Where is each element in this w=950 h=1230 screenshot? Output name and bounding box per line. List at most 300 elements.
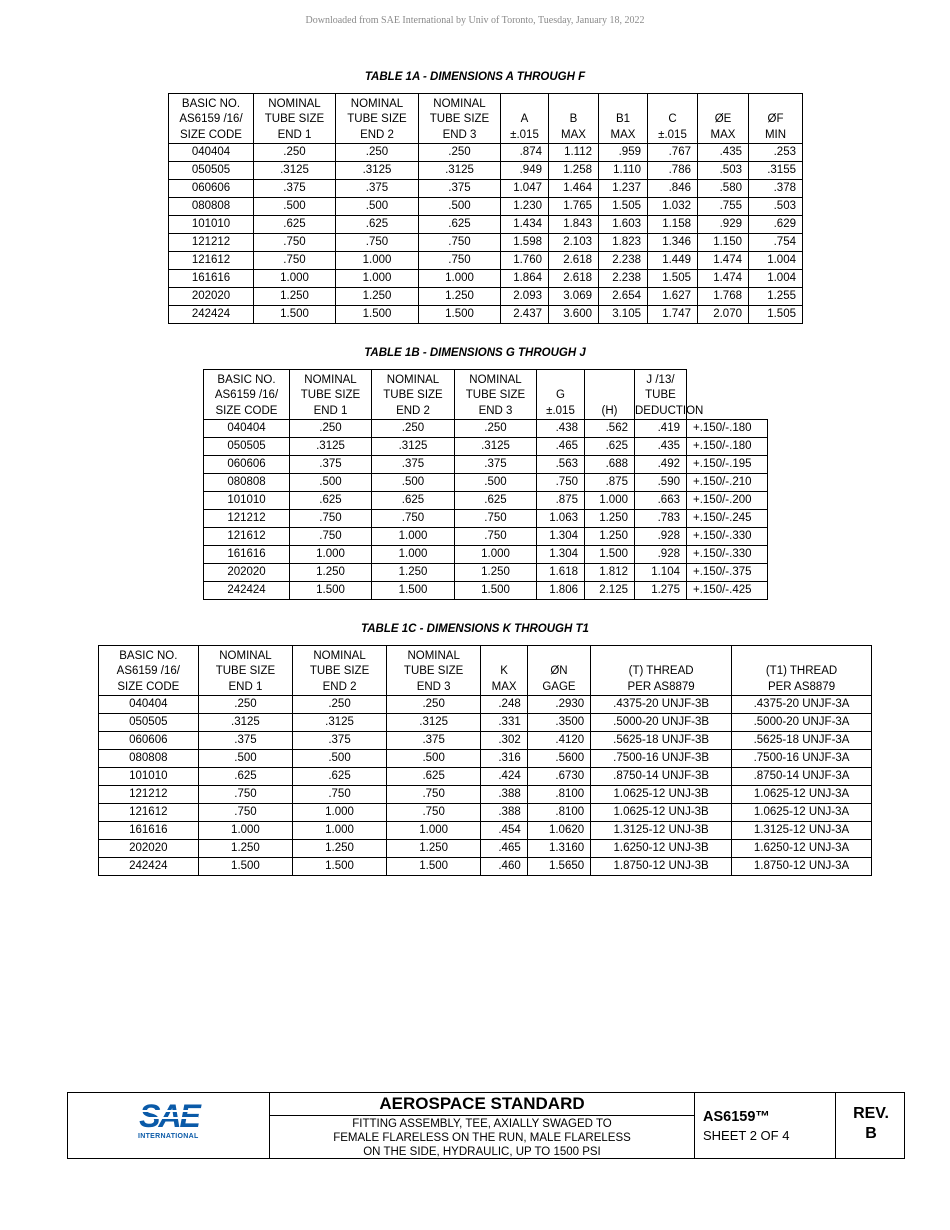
column-header-line: TUBE [645,389,676,401]
column-header-line: TUBE SIZE [429,113,490,125]
table-cell: .3500 [527,714,590,732]
revision-value: B [865,1125,877,1142]
column-header [537,370,585,420]
table-cell: .8100 [527,804,590,822]
table-cell: .492 [635,456,687,474]
table-cell: .331 [481,714,527,732]
table-cell: 1.250 [386,840,481,858]
table-1c-title: TABLE 1C - DIMENSIONS K THROUGH T1 [361,623,589,635]
table-cell: 2.437 [501,306,549,324]
subtitle-line: FEMALE FLARELESS ON THE RUN, MALE FLARELESS [333,1132,631,1144]
table-cell: 1.004 [749,270,803,288]
table-cell: .503 [749,198,803,216]
table-cell: 1.768 [698,288,749,306]
table-cell: 161616 [99,822,199,840]
table-cell: .7500-16 UNJF-3B [591,750,732,768]
table-cell: 1.603 [599,216,648,234]
table-cell: 202020 [99,840,199,858]
table-cell: 1.3160 [527,840,590,858]
table-header-row [99,646,872,696]
column-header-line: MIN [764,128,787,141]
table-row [204,528,768,546]
column-header-line: GAGE [542,680,576,693]
column-header-line: NOMINAL [386,373,440,386]
table-cell: .949 [501,162,549,180]
table-cell: 1.500 [198,858,293,876]
table-cell: 1.434 [501,216,549,234]
table-cell: .7500-16 UNJF-3A [732,750,872,768]
table-row [169,180,803,198]
table-cell: .500 [419,198,501,216]
column-header-line: END 3 [416,680,451,693]
column-header-line: END 1 [313,404,348,417]
table-1b-title: TABLE 1B - DIMENSIONS G THROUGH J [364,347,586,359]
table-cell: 1.000 [372,546,455,564]
table-cell: 202020 [204,564,290,582]
table-1b [203,369,768,600]
table-cell: .874 [501,144,549,162]
table-cell: 121212 [169,234,254,252]
table-cell: .435 [698,144,749,162]
table-cell: 1.760 [501,252,549,270]
table-cell: 1.250 [293,840,387,858]
table-cell: +.150/-.195 [687,456,768,474]
table-cell: .375 [372,456,455,474]
column-header [635,370,704,420]
table-cell: .250 [198,696,293,714]
table-cell: 1.275 [635,582,687,600]
revision-cell [836,1093,906,1158]
table-cell: .465 [481,840,527,858]
table-cell: .375 [290,456,372,474]
standard-subtitle [270,1117,694,1159]
table-cell: .500 [372,474,455,492]
table-cell: 040404 [99,696,199,714]
table-cell: .928 [635,546,687,564]
table-cell: 2.618 [549,270,599,288]
table-cell: +.150/-.425 [687,582,768,600]
table-cell: 2.125 [585,582,635,600]
table-cell: .629 [749,216,803,234]
column-header-line: B [569,113,578,125]
table-cell: .5625-18 UNJF-3B [591,732,732,750]
table-cell: .3125 [419,162,501,180]
table-cell: 1.505 [599,198,648,216]
table-cell: 121612 [169,252,254,270]
table-cell: 3.600 [549,306,599,324]
table-row [99,714,872,732]
table-row [204,546,768,564]
table-cell: +.150/-.330 [687,528,768,546]
table-cell: .750 [455,528,537,546]
table-cell: 1.255 [749,288,803,306]
table-cell: .316 [481,750,527,768]
table-row [99,804,872,822]
column-header-line: SIZE CODE [215,404,278,417]
logo-cell [68,1093,270,1158]
column-header-line: K [500,665,508,677]
table-1a-title: TABLE 1A - DIMENSIONS A THROUGH F [364,71,586,83]
table-cell: .786 [648,162,698,180]
table-cell: .750 [254,234,336,252]
table-row [204,438,768,456]
table-cell: .625 [293,768,387,786]
table-cell: 1.474 [698,252,749,270]
table-cell: 1.765 [549,198,599,216]
table-cell: .375 [336,180,419,198]
table-cell: 060606 [169,180,254,198]
table-cell: .5000-20 UNJF-3A [732,714,872,732]
column-header-line: END 2 [396,404,430,417]
column-header-line: MAX [491,680,517,693]
column-header-line: NOMINAL [268,97,321,110]
table-row [204,456,768,474]
table-row [169,252,803,270]
table-cell: 1.500 [336,306,419,324]
table-cell: .750 [372,510,455,528]
column-header-line: END 3 [442,128,477,141]
table-cell: 2.654 [599,288,648,306]
table-cell: 101010 [204,492,290,510]
column-header-line: NOMINAL [407,649,460,662]
column-header-line: END 2 [322,680,357,693]
table-cell: 1.230 [501,198,549,216]
column-header-line: NOMINAL [350,97,404,110]
table-cell: .3155 [749,162,803,180]
table-cell: .419 [635,420,687,438]
table-cell: 2.238 [599,270,648,288]
table-cell: 1.500 [372,582,455,600]
column-header [336,94,419,144]
table-cell: 202020 [169,288,254,306]
logo-subtitle: INTERNATIONAL [138,1133,199,1140]
table-cell: .750 [290,510,372,528]
column-header-line: AS6159 /16/ [214,389,279,401]
table-cell: 1.250 [585,510,635,528]
table-cell: .424 [481,768,527,786]
table-cell: .5625-18 UNJF-3A [732,732,872,750]
table-cell: 1.000 [290,546,372,564]
column-header-line: ØE [714,113,732,125]
table-cell: 2.103 [549,234,599,252]
table-cell: 1.032 [648,198,698,216]
column-header [198,646,293,696]
column-header [591,646,732,696]
table-header-row [204,370,768,420]
column-header [290,370,372,420]
table-cell: .755 [698,198,749,216]
table-cell: 1.598 [501,234,549,252]
column-header [99,646,199,696]
column-header-line: END 2 [360,128,394,141]
table-cell: .928 [635,528,687,546]
column-header [527,646,590,696]
table-row [169,216,803,234]
column-header [599,94,648,144]
column-header [455,370,537,420]
subtitle-line: ON THE SIDE, HYDRAULIC, UP TO 1500 PSI [363,1146,601,1158]
table-cell: .4120 [527,732,590,750]
table-cell: 3.105 [599,306,648,324]
table-cell: .250 [293,696,387,714]
table-cell: .625 [419,216,501,234]
table-cell: 1.250 [419,288,501,306]
table-cell: 1.000 [336,252,419,270]
column-header-line: NOMINAL [433,97,486,110]
table-cell: +.150/-.375 [687,564,768,582]
column-header [749,94,803,144]
table-cell: 1.304 [537,528,585,546]
column-header [293,646,387,696]
table-cell: 1.047 [501,180,549,198]
table-row [99,768,872,786]
table-cell: 2.238 [599,252,648,270]
table-cell: 161616 [204,546,290,564]
table-cell: 121212 [99,786,199,804]
table-cell: .750 [386,804,481,822]
revision-label: REV. [853,1105,889,1122]
column-header-line: BASIC NO. [217,373,276,386]
table-cell: .5000-20 UNJF-3B [591,714,732,732]
column-header-line: (H) [601,404,618,417]
table-cell: .250 [455,420,537,438]
column-header-line: A [520,113,529,125]
table-row [169,288,803,306]
table-cell: .3125 [290,438,372,456]
table-cell: .3125 [455,438,537,456]
table-cell: .625 [386,768,481,786]
table-cell: .563 [537,456,585,474]
table-cell: 1.000 [254,270,336,288]
table-1a [168,93,803,324]
title-cell [270,1093,695,1158]
table-cell: 060606 [99,732,199,750]
table-cell: 1.8750-12 UNJ-3A [732,858,872,876]
table-cell: .625 [585,438,635,456]
table-cell: 1.0625-12 UNJ-3A [732,786,872,804]
table-cell: .750 [290,528,372,546]
table-cell: .388 [481,786,527,804]
table-row [99,840,872,858]
table-cell: .500 [290,474,372,492]
table-cell: 1.0625-12 UNJ-3B [591,786,732,804]
table-row [204,564,768,582]
column-header [372,370,455,420]
table-cell: .460 [481,858,527,876]
table-cell: 242424 [169,306,254,324]
table-row [169,198,803,216]
doc-cell [695,1093,836,1158]
table-cell: .2930 [527,696,590,714]
table-cell: .438 [537,420,585,438]
table-row [99,822,872,840]
column-header [501,94,549,144]
table-cell: .754 [749,234,803,252]
table-cell: 1.3125-12 UNJ-3B [591,822,732,840]
table-row [99,858,872,876]
table-cell: 1.823 [599,234,648,252]
table-row [169,144,803,162]
table-cell: 060606 [204,456,290,474]
table-cell: .375 [198,732,293,750]
table-cell: 1.627 [648,288,698,306]
table-cell: .750 [198,786,293,804]
table-cell: 040404 [204,420,290,438]
table-cell: 101010 [169,216,254,234]
table-cell: 1.6250-12 UNJ-3A [732,840,872,858]
table-cell: 121612 [99,804,199,822]
table-cell: 1.250 [290,564,372,582]
column-header-line: C [668,113,677,125]
table-cell: .663 [635,492,687,510]
table-cell: 121212 [204,510,290,528]
table-cell: .378 [749,180,803,198]
table-cell: +.150/-.180 [687,438,768,456]
title-block [67,1092,905,1159]
table-cell: .767 [648,144,698,162]
table-cell: 1.500 [290,582,372,600]
column-header-line: END 1 [228,680,263,693]
table-row [204,474,768,492]
table-cell: .388 [481,804,527,822]
table-cell: 1.000 [386,822,481,840]
column-header-line: B1 [615,113,631,125]
column-header-line: AS6159 /16/ [179,113,243,125]
table-cell: .625 [372,492,455,510]
table-cell: 1.864 [501,270,549,288]
table-cell: 2.618 [549,252,599,270]
table-cell: 1.258 [549,162,599,180]
table-cell: .250 [386,696,481,714]
table-row [99,750,872,768]
column-header [254,94,336,144]
table-cell: .8100 [527,786,590,804]
table-cell: 040404 [169,144,254,162]
table-cell: .250 [419,144,501,162]
table-1c [98,645,872,876]
column-header-line: TUBE SIZE [347,113,407,125]
table-cell: 1.000 [293,804,387,822]
column-header-line: TUBE SIZE [215,665,276,677]
table-cell: .625 [254,216,336,234]
column-header [419,94,501,144]
column-header [648,94,698,144]
table-cell: 1.250 [455,564,537,582]
table-cell: .625 [198,768,293,786]
table-cell: .688 [585,456,635,474]
column-header [549,94,599,144]
column-header-line: MAX [610,128,636,141]
column-header-line: DEDUCTION [635,404,704,417]
table-cell: 050505 [169,162,254,180]
table-header-row [169,94,803,144]
table-cell: 1.110 [599,162,648,180]
table-cell: .375 [254,180,336,198]
table-cell: .750 [254,252,336,270]
table-cell: 121612 [204,528,290,546]
table-cell: 1.304 [537,546,585,564]
column-header [585,370,635,420]
table-cell: 1.346 [648,234,698,252]
table-row [169,162,803,180]
column-header-line: BASIC NO. [181,97,241,110]
table-cell: .375 [419,180,501,198]
table-cell: .3125 [336,162,419,180]
table-cell: 080808 [169,198,254,216]
column-header-line: ±.015 [546,404,575,417]
table-cell: 1.000 [455,546,537,564]
table-cell: .500 [386,750,481,768]
table-cell: 1.500 [386,858,481,876]
table-cell: 1.158 [648,216,698,234]
table-cell: .500 [198,750,293,768]
table-cell: .8750-14 UNJF-3A [732,768,872,786]
table-cell: .750 [455,510,537,528]
table-cell: .846 [648,180,698,198]
table-cell: .3125 [254,162,336,180]
table-cell: .625 [290,492,372,510]
table-row [99,696,872,714]
table-cell: .4375-20 UNJF-3A [732,696,872,714]
table-cell: 1.747 [648,306,698,324]
table-cell: 1.000 [372,528,455,546]
table-cell: .750 [386,786,481,804]
table-cell: .625 [455,492,537,510]
table-cell: .959 [599,144,648,162]
column-header-line: TUBE SIZE [264,113,325,125]
table-cell: 1.806 [537,582,585,600]
table-cell: .8750-14 UNJF-3B [591,768,732,786]
column-header-line: TUBE SIZE [383,389,443,401]
table-cell: .562 [585,420,635,438]
table-row [99,732,872,750]
column-header-line: NOMINAL [219,649,272,662]
table-cell: 101010 [99,768,199,786]
table-row [204,582,768,600]
table-cell: +.150/-.180 [687,420,768,438]
table-cell: .750 [293,786,387,804]
column-header-line: PER AS8879 [767,680,836,693]
table-cell: .375 [293,732,387,750]
table-cell: 1.618 [537,564,585,582]
table-cell: .253 [749,144,803,162]
table-cell: .4375-20 UNJF-3B [591,696,732,714]
column-header-line: TUBE SIZE [465,389,526,401]
column-header-line: SIZE CODE [180,128,242,141]
table-cell: 1.000 [419,270,501,288]
table-cell: .750 [198,804,293,822]
table-cell: 1.449 [648,252,698,270]
table-cell: 1.250 [198,840,293,858]
column-header-line: ØN [550,665,568,677]
table-cell: 1.843 [549,216,599,234]
table-cell: .375 [455,456,537,474]
column-header-line: TUBE SIZE [403,665,464,677]
table-row [204,492,768,510]
table-cell: .500 [293,750,387,768]
table-cell: 1.104 [635,564,687,582]
column-header-line: BASIC NO. [119,649,178,662]
table-cell: 1.500 [293,858,387,876]
table-cell: .454 [481,822,527,840]
column-header [732,646,872,696]
table-cell: 242424 [204,582,290,600]
table-cell: .5600 [527,750,590,768]
table-cell: +.150/-.210 [687,474,768,492]
table-cell: .875 [537,492,585,510]
column-header-line: NOMINAL [469,373,522,386]
table-cell: .503 [698,162,749,180]
